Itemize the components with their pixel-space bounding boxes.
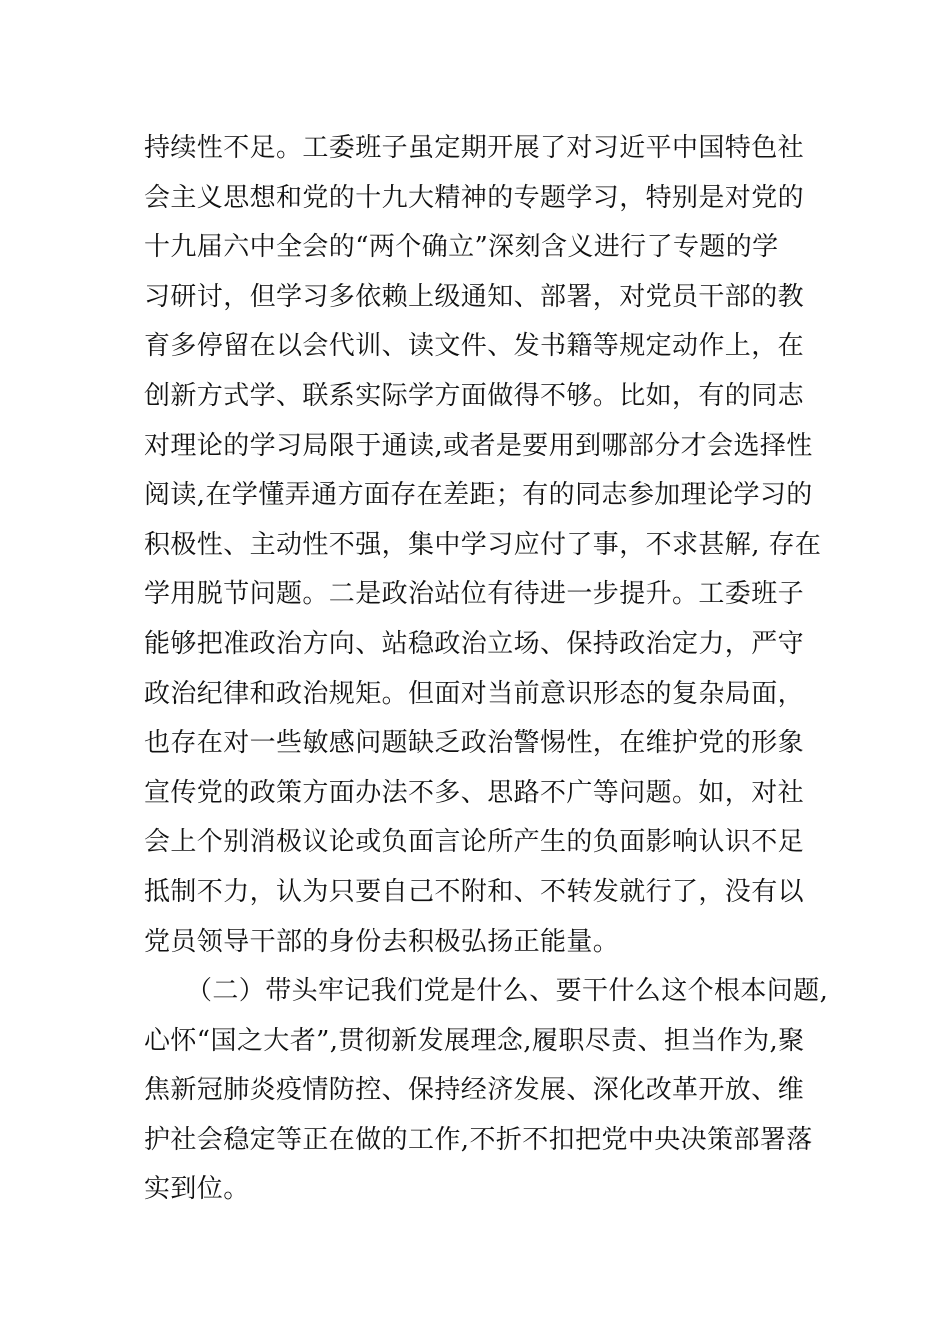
text-line: 积极性、主动性不强，集中学习应付了事，不求甚解, 存在	[144, 529, 822, 560]
text-line: 抵制不力，认为只要自己不附和、不转发就行了，没有以	[144, 876, 805, 907]
text-line: 会主义思想和党的十九大精神的专题学习，特别是对党的	[144, 182, 805, 213]
text-line: 政治纪律和政治规矩。但面对当前意识形态的复杂局面，	[144, 678, 805, 709]
text-line: 也存在对一些敏感问题缺乏政治警惕性，在维护党的形象	[144, 728, 805, 759]
text-line: 会上个别消极议论或负面言论所产生的负面影响认识不足	[144, 827, 805, 858]
text-line: 阅读,在学懂弄通方面存在差距；有的同志参加理论学习的	[144, 480, 813, 511]
text-line: 十九届六中全会的“两个确立”深刻含义进行了专题的学	[144, 232, 779, 263]
section-heading-line: （二）带头牢记我们党是什么、要干什么这个根本问题,	[186, 976, 829, 1007]
text-line: 育多停留在以会代训、读文件、发书籍等规定动作上，在	[144, 331, 805, 362]
text-line: 持续性不足。工委班子虽定期开展了对习近平中国特色社	[144, 133, 805, 163]
document-body	[144, 124, 829, 1215]
text-line: 能够把准政治方向、站稳政治立场、保持政治定力，严守	[144, 628, 805, 659]
text-line: 焦新冠肺炎疫情防控、保持经济发展、深化改革开放、维	[144, 1075, 805, 1106]
text-line: 护社会稳定等正在做的工作,不折不扣把党中央决策部署落	[144, 1124, 813, 1155]
text-line: 学用脱节问题。二是政治站位有待进一步提升。工委班子	[144, 579, 805, 610]
text-line: 创新方式学、联系实际学方面做得不够。比如，有的同志	[144, 380, 805, 411]
text-line: 党员领导干部的身份去积极弘扬正能量。	[144, 926, 620, 957]
text-line: 习研讨，但学习多依赖上级通知、部署，对党员干部的教	[144, 281, 805, 312]
text-line: 心怀“国之大者”,贯彻新发展理念,履职尽责、担当作为,聚	[144, 1025, 805, 1056]
text-line: 实到位。	[144, 1174, 250, 1205]
text-line: 对理论的学习局限于通读,或者是要用到哪部分才会选择性	[144, 430, 813, 461]
text-line: 宣传党的政策方面办法不多、思路不广等问题。如，对社	[144, 777, 805, 808]
